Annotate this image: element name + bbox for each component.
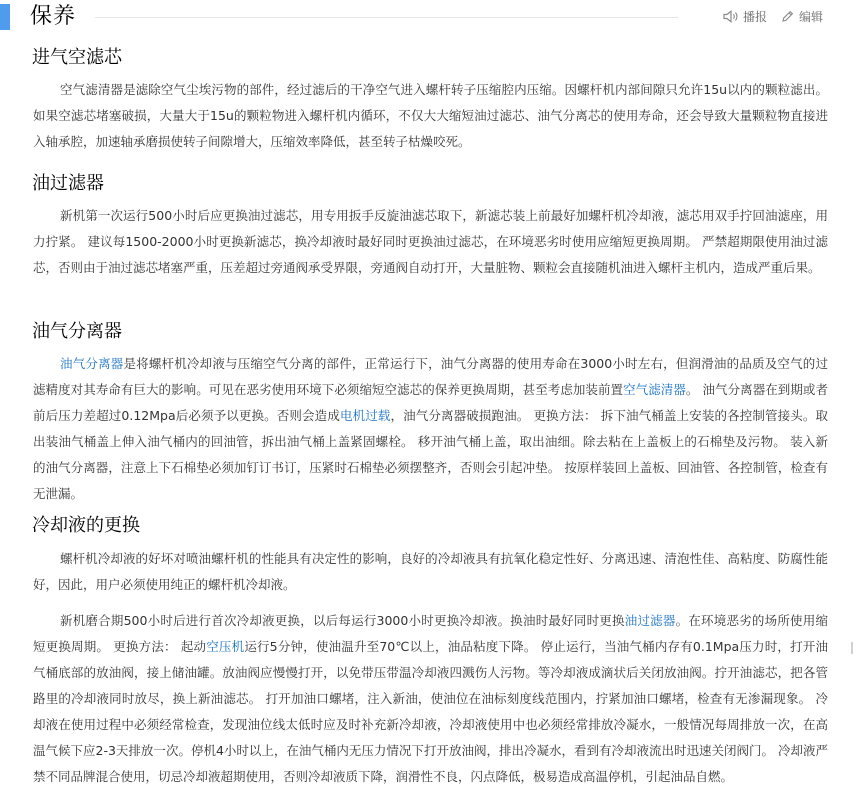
edit-button[interactable] — [781, 8, 823, 25]
link-oil-filter[interactable]: 油过滤器 — [624, 613, 676, 628]
link-air-compressor[interactable]: 空压机 — [206, 639, 245, 654]
play-label: 播报 — [742, 10, 767, 24]
pencil-icon — [781, 10, 794, 23]
paragraph: 新机第一次运行500小时后应更换油过滤芯，用专用扳手反旋油滤芯取下，新滤芯装上前最好加螺杆机冷却液，滤芯用双手拧回油滤座，用力拧紧。 建议每1500-2000小时更换新滤芯，换冷却液时最好同时更换油过滤芯，在环境恶劣时使用应缩短更换周期。 严禁超期限使用油过滤芯，否则由于油过滤芯堵塞严重，压差超过旁通阀承受界限，旁通阀自动打开，大量脏物、颗粒会直接随机油进入螺杆主机内，造成严重后果。 — [33, 208, 828, 275]
page-title: 保养 — [30, 4, 77, 29]
title-accent-bar — [0, 4, 10, 30]
paragraph-text: 新机磨合期500小时后进行首次冷却液更换，以后每运行3000小时更换冷却液。换油时最好同时更换 — [60, 613, 625, 628]
paragraph-text: 运行5分钟，使油温升至70℃以上，油品粘度下降。 停止运行，当油气桶内存有0.1Mpa压力时，打开油气桶底部的放油阀，接上储油罐。放油阀应慢慢打开，以免带压带温冷却液四溅伤人污物。等冷却液成滴状后关闭放油阀。拧开油滤芯，把各管路里的冷却液同时放尽，换上新油滤芯。 打开加油口螺堵，注入新油，使油位在油标刻度线范围内，拧紧加油口螺堵，检查有无渗漏现象。 冷却液在使用过程中必须经常检查，发现油位线太低时应及时补充新冷却液，冷却液使用中也必须经常排放冷凝水，一般情况每周排放一次，在高温气候下应2-3天排放一次。停机4小时以上，在油气桶内无压力情况下打开放油阀，排出冷凝水，看到有冷却液流出时迅速关闭阀门。 冷却液严禁不同品牌混合使用，切忌冷却液超期使用，否则冷却液质下降，润滑性不良，闪点降低，极易造成高温停机，引起油品自燃。 — [33, 639, 828, 784]
paragraph-text: 。在环境恶劣的场所使用缩短更换周期。 更换方法： 起动 — [33, 613, 828, 654]
paragraph: 螺杆机冷却液的好坏对喷油螺杆机的性能具有决定性的影响，良好的冷却液具有抗氧化稳定性好、分离迅速、清泡性佳、高粘度、防腐性能好，因此，用户必须使用纯正的螺杆机冷却液。 — [33, 551, 828, 592]
speaker-icon — [723, 10, 738, 23]
link-air-filter[interactable]: 空气滤清器 — [623, 382, 686, 397]
section-heading: 冷却液的更换 — [32, 515, 140, 536]
section-heading: 油过滤器 — [32, 173, 104, 194]
paragraph — [33, 608, 828, 790]
paragraph-text: 。 油气分离器在到期或者前后压力差超过0.12Mpa后必须予以更换。否则会造成 — [33, 382, 828, 423]
section-heading: 油气分离器 — [32, 321, 122, 342]
section-toolbar — [723, 8, 823, 25]
paragraph-text: ，油气分离器破损跑油。 更换方法： 拆下油气桶盖上安装的各控制管接头。取出装油气桶盖上伸入油气桶内的回油管，拆出油气桶上盖紧固螺栓。 移开油气桶上盖，取出油细。除去粘在上盖板上的石棉垫及污物。 装入新的油气分离器，注意上下石棉垫必须加钉订书订，压紧时石棉垫必须摆整齐，否则会引起冲垫。 按原样装回上盖板、回油管、各控制管，检查有无泄漏。 — [33, 408, 828, 501]
paragraph — [33, 351, 828, 507]
paragraph: 空气滤清器是滤除空气尘埃污物的部件，经过滤后的干净空气进入螺杆转子压缩腔内压缩。因螺杆机内部间隙只允许15u以内的颗粒滤出。如果空滤芯堵塞破损，大量大于15u的颗粒物进入螺杆机内循环，不仅大大缩短油过滤芯、油气分离芯的使用寿命，还会导致大量颗粒物直接进入轴承腔，加速轴承磨损使转子间隙增大，压缩效率降低，甚至转子枯燥咬死。 — [33, 82, 828, 149]
title-divider — [95, 17, 678, 18]
paragraph-text: 是将螺杆机冷却液与压缩空气分离的部件，正常运行下，油气分离器的使用寿命在3000小时左右，但润滑油的品质及空气的过滤精度对其寿命有巨大的影响。可见在恶劣使用环境下必须缩短空滤芯的保养更换周期，甚至考虑加装前置 — [33, 356, 828, 397]
section-heading: 进气空滤芯 — [32, 47, 122, 68]
link-motor-overload[interactable]: 电机过载 — [339, 408, 391, 423]
edit-label: 编辑 — [798, 10, 823, 24]
play-button[interactable] — [723, 8, 767, 25]
link-oil-separator[interactable]: 油气分离器 — [60, 356, 124, 371]
